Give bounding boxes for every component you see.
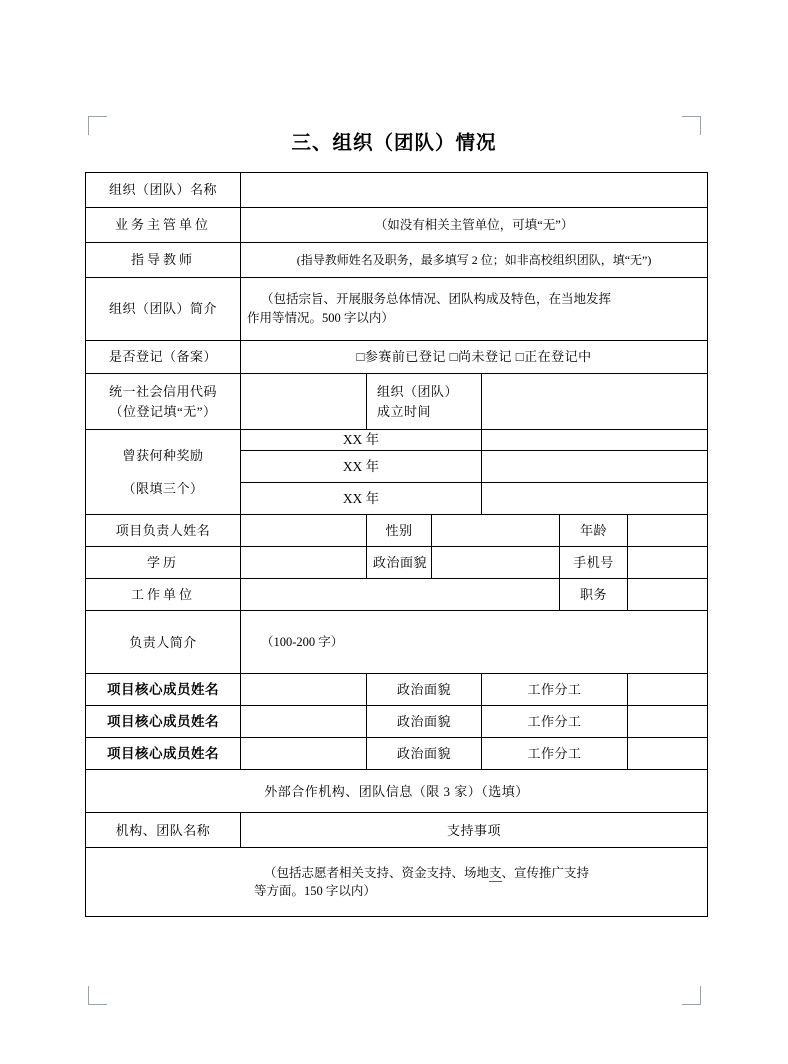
table-row	[86, 208, 708, 243]
award-year-2[interactable]: XX 年	[241, 451, 482, 483]
awards-label	[86, 430, 241, 515]
org-intro-note-line2: 作用等情况。500 字以内）	[247, 311, 394, 325]
registered-options[interactable]: □参赛前已登记 □尚未登记 □正在登记中	[241, 341, 708, 374]
table-row	[86, 611, 708, 674]
member-2-duty-label: 工作分工	[482, 706, 628, 738]
award-value-2[interactable]	[482, 451, 708, 483]
leader-intro-note-text: （100-200 字）	[261, 634, 344, 649]
phone-value[interactable]	[628, 547, 708, 579]
external-org-label: 机构、团队名称	[86, 813, 241, 848]
work-unit-value[interactable]	[241, 579, 560, 611]
leader-intro-label: 负责人简介	[86, 611, 241, 674]
member-1-name-label: 项目核心成员姓名	[86, 674, 241, 706]
supervisor-unit-label: 业务主管单位	[86, 208, 241, 243]
org-intro-note-line1: （包括宗旨、开展服务总体情况、团队构成及特色，在当地发挥	[261, 292, 612, 307]
table-row	[86, 243, 708, 278]
member-1-duty-value[interactable]	[628, 674, 708, 706]
crop-mark-bottom-right	[682, 986, 701, 1005]
education-value[interactable]	[241, 547, 367, 579]
external-note-highlight: 支	[489, 865, 502, 880]
instructor-label: 指导教师	[86, 243, 241, 278]
table-row	[86, 173, 708, 208]
table-row	[86, 706, 708, 738]
age-value[interactable]	[628, 515, 708, 547]
org-intro-note[interactable]	[241, 278, 708, 341]
external-note-line1-b: 、宣传推广支持	[501, 865, 590, 880]
leader-name-value[interactable]	[241, 515, 367, 547]
table-row	[86, 770, 708, 813]
table-row	[86, 738, 708, 770]
found-time-label-line1: 组织（团队）	[377, 384, 459, 399]
table-row	[86, 848, 708, 917]
credit-code-label	[86, 374, 241, 430]
found-time-value[interactable]	[482, 374, 708, 430]
member-1-duty-label: 工作分工	[482, 674, 628, 706]
credit-code-label-line2: （位登记填“无”）	[109, 403, 217, 419]
work-unit-label: 工作单位	[86, 579, 241, 611]
member-3-duty-value[interactable]	[628, 738, 708, 770]
credit-code-value[interactable]	[241, 374, 367, 430]
table-row	[86, 674, 708, 706]
org-intro-label: 组织（团队）简介	[86, 278, 241, 341]
position-value[interactable]	[628, 579, 708, 611]
member-2-name-label: 项目核心成员姓名	[86, 706, 241, 738]
member-2-political-label: 政治面貌	[367, 706, 482, 738]
external-support-label: 支持事项	[241, 813, 708, 848]
member-3-political-label: 政治面貌	[367, 738, 482, 770]
table-row	[86, 547, 708, 579]
gender-value[interactable]	[432, 515, 560, 547]
political-value[interactable]	[432, 547, 560, 579]
education-label: 学历	[86, 547, 241, 579]
member-1-name-value[interactable]	[241, 674, 367, 706]
table-row	[86, 515, 708, 547]
external-note-line1	[92, 864, 701, 883]
table-row	[86, 278, 708, 341]
award-value-3[interactable]	[482, 483, 708, 515]
age-label: 年龄	[560, 515, 628, 547]
table-row	[86, 430, 708, 451]
awards-label-line2: （限填三个）	[122, 481, 204, 497]
found-time-label	[367, 374, 482, 430]
political-label: 政治面貌	[367, 547, 432, 579]
found-time-label-line2: 成立时间	[377, 403, 432, 419]
gender-label: 性别	[367, 515, 432, 547]
external-note[interactable]	[86, 848, 708, 917]
credit-code-label-line1: 统一社会信用代码	[108, 384, 217, 399]
crop-mark-bottom-left	[88, 986, 107, 1005]
award-value-1[interactable]	[482, 430, 708, 451]
member-1-political-label: 政治面貌	[367, 674, 482, 706]
instructor-note[interactable]: (指导教师姓名及职务，最多填写 2 位；如非高校组织团队，填“无”)	[241, 243, 708, 278]
member-3-name-label: 项目核心成员姓名	[86, 738, 241, 770]
external-note-line2: 等方面。150 字以内）	[254, 884, 376, 899]
organization-info-form	[85, 172, 708, 917]
position-label: 职务	[560, 579, 628, 611]
table-row	[86, 374, 708, 430]
table-row	[86, 579, 708, 611]
member-3-duty-label: 工作分工	[482, 738, 628, 770]
award-year-3[interactable]: XX 年	[241, 483, 482, 515]
external-note-line1-a: （包括志愿者相关支持、资金支持、场地	[264, 865, 490, 880]
registered-label: 是否登记（备案）	[86, 341, 241, 374]
table-row	[86, 813, 708, 848]
awards-label-line1: 曾获何种奖励	[122, 447, 204, 463]
table-row	[86, 341, 708, 374]
page-title: 三、组织（团队）情况	[291, 133, 497, 154]
org-name-value[interactable]	[241, 173, 708, 208]
member-2-name-value[interactable]	[241, 706, 367, 738]
award-year-1[interactable]: XX 年	[241, 430, 482, 451]
phone-label: 手机号	[560, 547, 628, 579]
member-2-duty-value[interactable]	[628, 706, 708, 738]
org-name-label: 组织（团队）名称	[86, 173, 241, 208]
external-section-title: 外部合作机构、团队信息（限 3 家）（选填）	[86, 770, 708, 813]
leader-intro-note[interactable]	[241, 611, 708, 674]
supervisor-unit-note[interactable]: （如没有相关主管单位，可填“无”）	[241, 208, 708, 243]
member-3-name-value[interactable]	[241, 738, 367, 770]
leader-name-label: 项目负责人姓名	[86, 515, 241, 547]
